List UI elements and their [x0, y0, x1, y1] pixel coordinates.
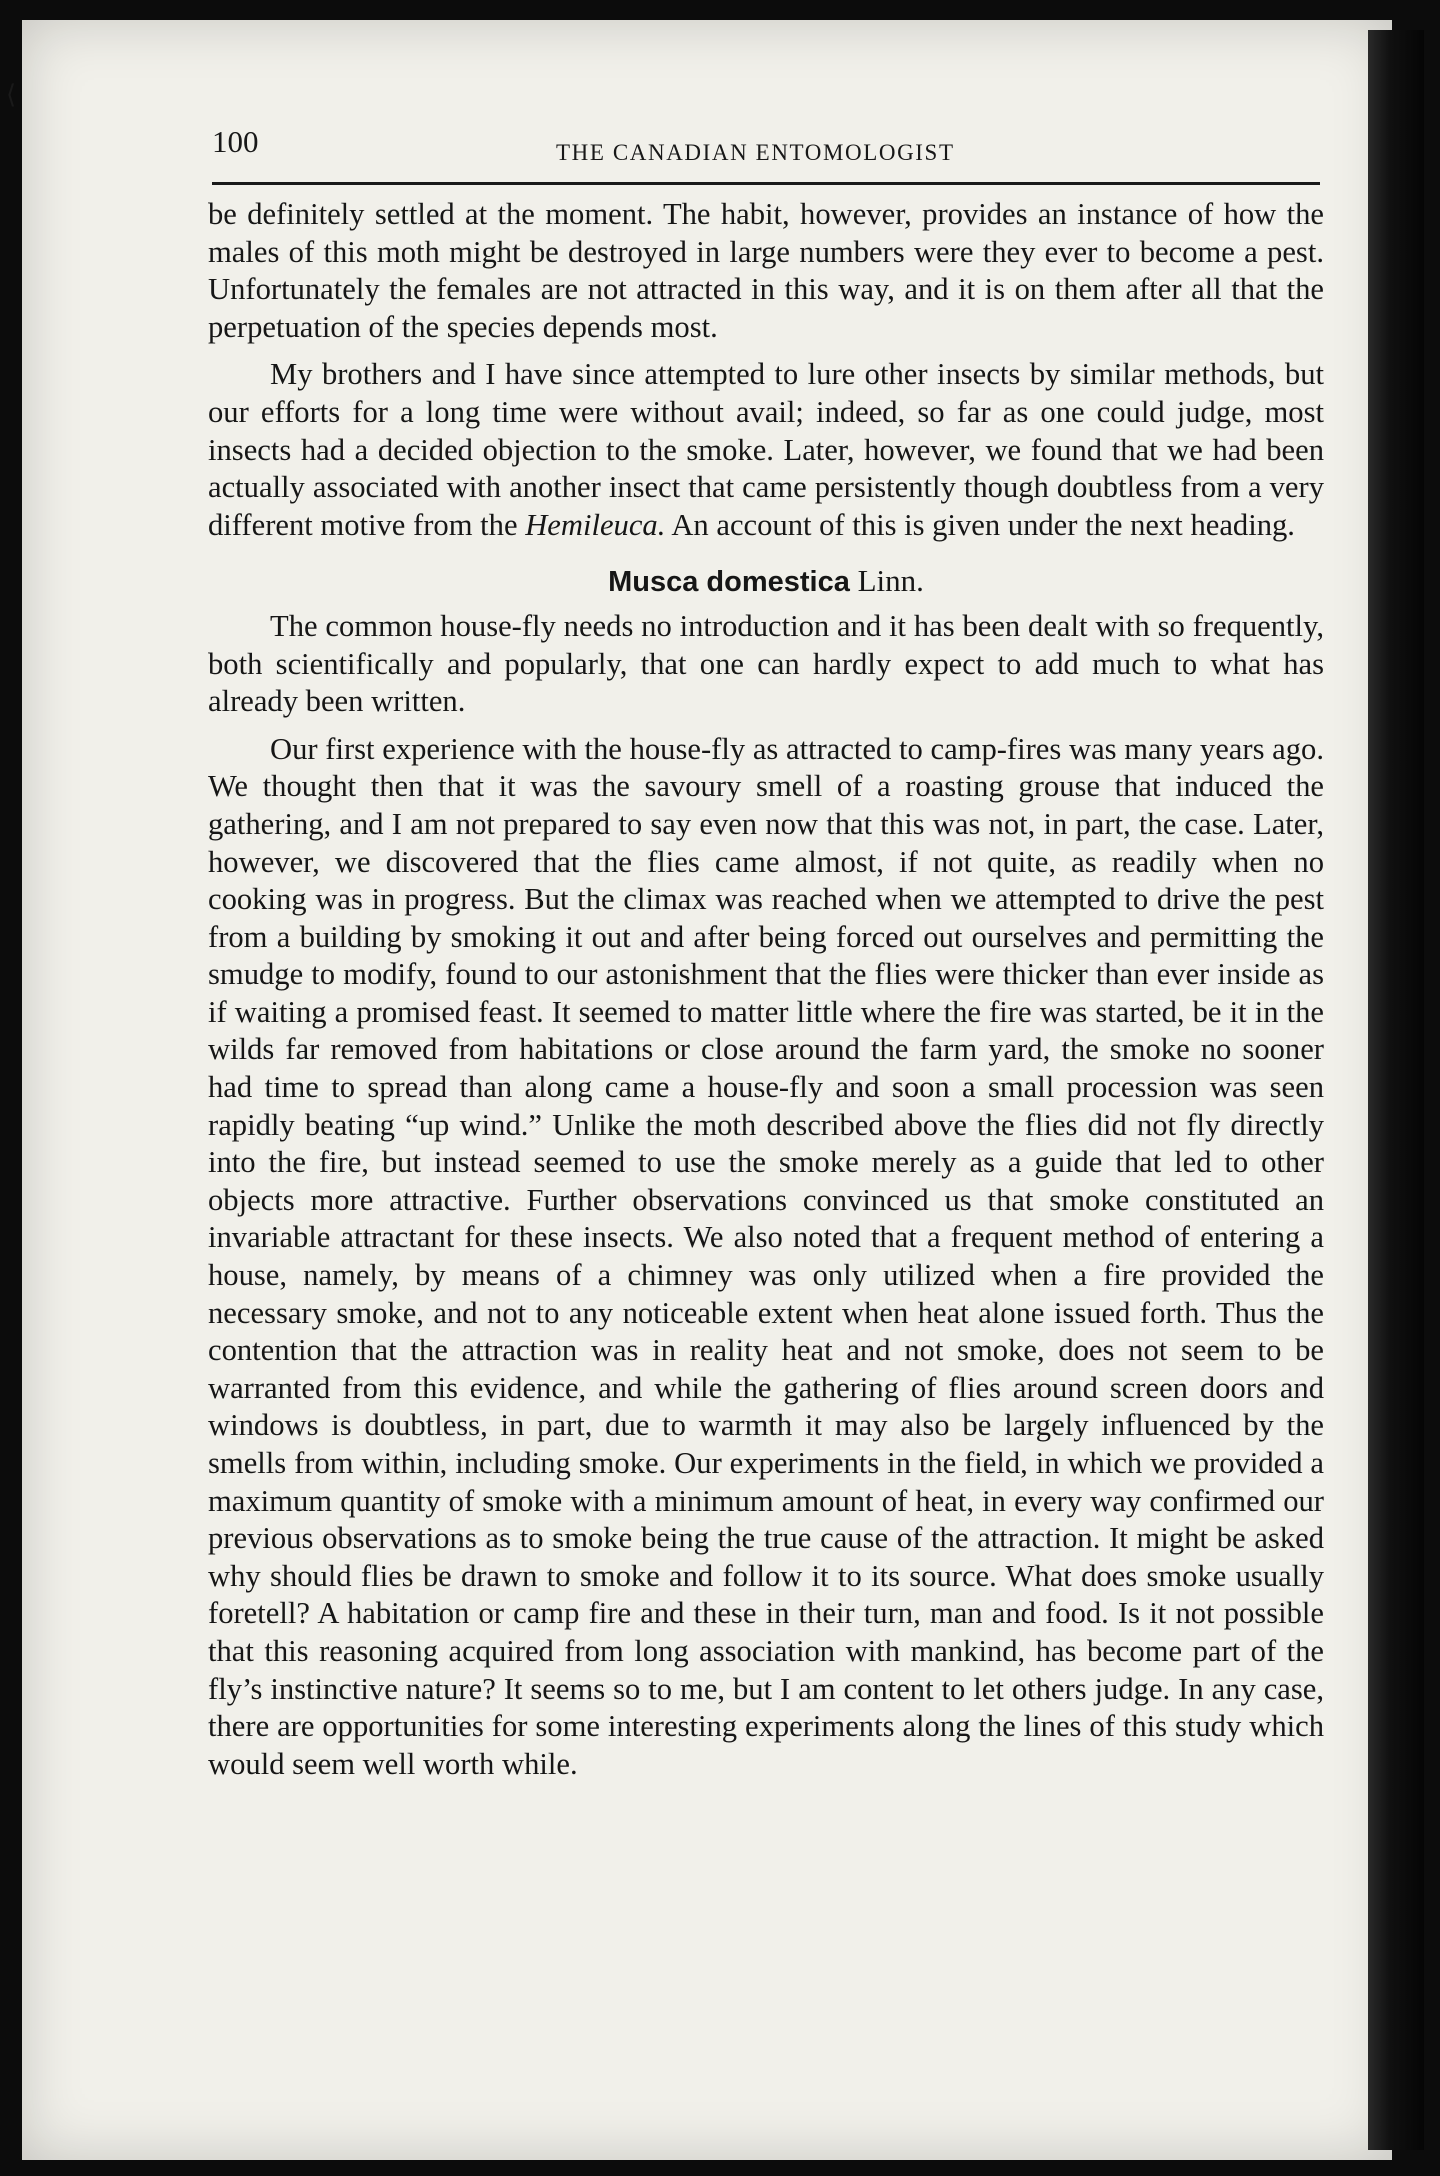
page-header	[212, 122, 1320, 185]
paragraph: be definitely settled at the moment. The habit, however, provides an instance of how the males of this moth might be destroyed in large numbers were they ever to become a pest. Unfortunately the females are not attracted in this way, and it is on them after all that the perpetuation of the species depends most.	[208, 197, 1324, 344]
paragraph: Our first experience with the house-fly as attracted to camp-fires was many years ago. We thought then that it was the savoury smell of a roasting grouse that induced the gathering, and I am not prepared to say even now that this was not, in part, the case. Later, however, we discovered that the flies came almost, if not quite, as readily when no cooking was in progress. But the climax was reached when we attempted to drive the pest from a building by smoking it out and after being forced out ourselves and permitting the smudge to modify, found to our astonishment that the flies were thicker than ever inside as if waiting a promised feast. It seemed to matter little where the fire was started, be it in the wilds far removed from habitations or close around the farm yard, the smoke no sooner had time to spread than along came a house-fly and soon a small procession was seen rapidly beating “up wind.” Unlike the moth described above the flies did not fly directly into the fire, but instead seemed to use the smoke merely as a guide that led to other objects more attractive. Further observations convinced us that smoke constituted an invariable attractant for these insects. We also noted that a frequent method of entering a house, namely, by means of a chimney was only utilized when a fire provided the necessary smoke, and not to any noticeable extent when heat alone issued forth. Thus the contention that the attraction was in reality heat and not smoke, does not seem to be warranted from this evidence, and while the gathering of flies around screen doors and windows is doubtless, in part, due to warmth it may also be largely influenced by the smells from within, including smoke. Our experiments in the field, in which we provided a maximum quantity of smoke with a minimum amount of heat, in every way confirmed our previous observations as to smoke being the true cause of the attraction. It might be asked why should flies be drawn to smoke and follow it to its source. What does smoke usually foretell? A habitation or camp fire and these in their turn, man and food. Is it not possible that this reasoning acquired from long association with mankind, has become part of the fly’s instinctive nature? It seems so to me, but I am content to let others judge. In any case, there are opportunities for some interesting experiments along the lines of this study which would seem well worth while.	[208, 731, 1324, 1781]
article-body	[208, 196, 1324, 1783]
section-heading	[208, 562, 1324, 602]
species-author: Linn.	[849, 563, 924, 599]
species-name: Musca domestica	[608, 566, 850, 599]
paragraph: The common house-fly needs no introduction and it has been dealt with so frequently, both scientifically and popularly, that one can hardly expect to add much to what has already been written.	[208, 608, 1324, 719]
margin-scratch-mark: ⟨	[6, 80, 17, 110]
paragraph-text-tail: An account of this is given under the next heading.	[665, 507, 1295, 542]
paragraph-text: My brothers and I have since attempted to lure other insects by similar methods, but our efforts for a long time were without avail; indeed, so far as one could judge, most insects had a decided objection to the smoke. Later, however, we found that we had been actually associated with another insect that came persistently though doubtless from a very different motive from the	[208, 357, 1324, 542]
book-binding-edge	[1368, 30, 1424, 2150]
running-head: THE CANADIAN ENTOMOLOGIST	[556, 140, 955, 165]
paragraph	[208, 356, 1324, 544]
genus-italic: Hemileuca.	[525, 507, 666, 542]
page-number: 100	[212, 124, 259, 159]
